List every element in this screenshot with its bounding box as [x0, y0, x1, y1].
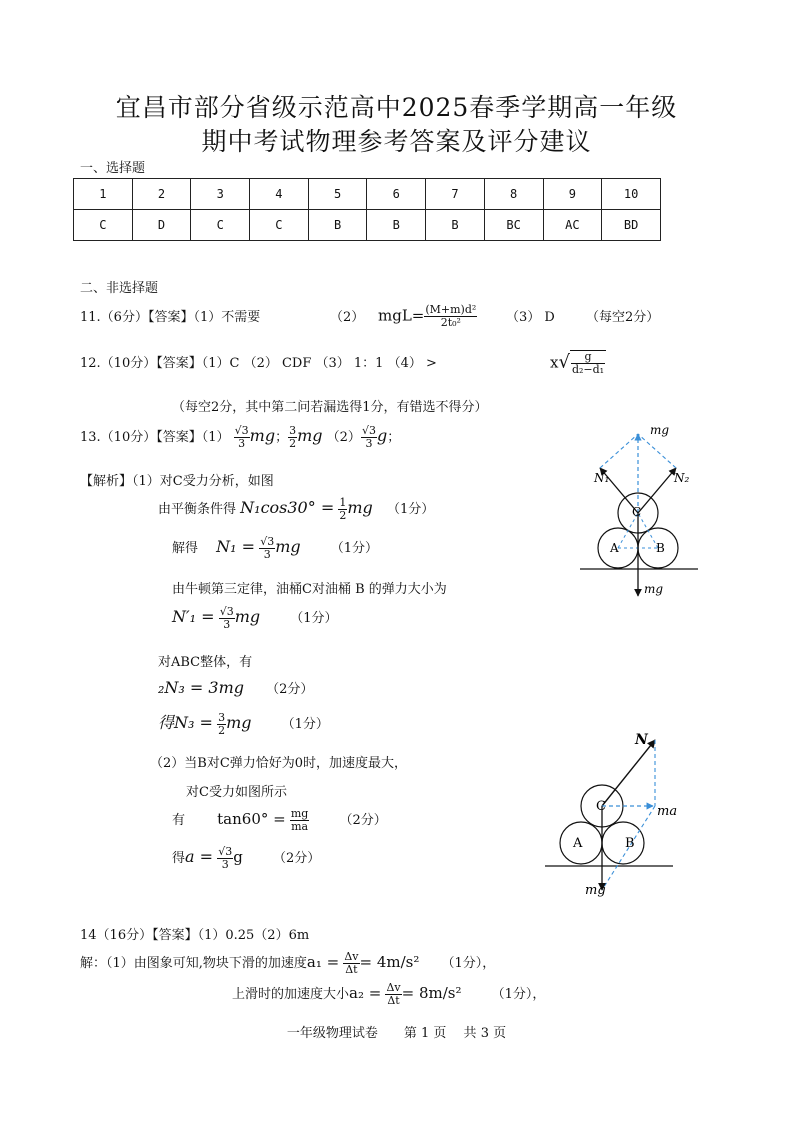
score-points: （1分）: [281, 717, 329, 732]
c-label: C: [596, 799, 606, 814]
answer-cell: BC: [484, 210, 543, 241]
eq-unit: mg: [275, 537, 301, 556]
eq-prefix: 解得: [172, 541, 199, 556]
eq-fraction: [259, 536, 275, 561]
answer-cell: B: [426, 210, 485, 241]
eq-unit: g: [233, 848, 243, 866]
q13-answer1-fraction: [234, 425, 250, 450]
fraction-numerator: √3: [218, 845, 233, 858]
q12-formula-x: x: [550, 353, 559, 372]
answer-cell: B: [308, 210, 367, 241]
parallelogram-edge: [638, 434, 676, 468]
answer-table: [73, 178, 661, 241]
eq-fraction: [343, 951, 359, 976]
question-number: 6: [367, 179, 426, 210]
equation: N′₁ =: [172, 607, 215, 626]
fraction-numerator: mg: [290, 807, 309, 820]
q13-eq2-line: [172, 536, 378, 561]
answer-cell: BD: [602, 210, 661, 241]
fraction-denominator: 3: [223, 618, 231, 631]
eq-prefix: 由平衡条件得: [158, 502, 237, 517]
question-number: 10: [602, 179, 661, 210]
q11-formula: [378, 304, 477, 329]
q14-line1: [80, 951, 495, 976]
q11-fraction: [424, 304, 477, 329]
eq-fraction: [217, 846, 233, 871]
question-number: 1: [74, 179, 133, 210]
fraction-denominator: 3: [221, 858, 229, 871]
q14-answer-head: 14（16分）【答案】（1）0.25（2）6m: [80, 928, 310, 943]
q13-answer-head: [80, 425, 400, 450]
page-footer: 一年级物理试卷 第 1 页 共 3 页: [286, 1026, 507, 1041]
answer-unit: mg: [249, 426, 276, 445]
fraction-denominator: 2: [339, 509, 347, 522]
a-label: A: [573, 836, 583, 851]
q13-eq7-line: [172, 846, 320, 871]
answer-unit: mg: [297, 426, 323, 445]
question-number: 7: [426, 179, 485, 210]
eq-unit: mg: [234, 607, 261, 626]
eq-unit: mg: [347, 498, 373, 517]
answer-cell: C: [250, 210, 309, 241]
fraction-numerator: Δv: [344, 950, 359, 963]
force-diagram-1: [580, 420, 710, 600]
q13-eq5-line: [158, 710, 329, 737]
equation-result: = 8m/s²: [401, 984, 462, 1002]
answer-cell: C: [191, 210, 250, 241]
a-label: A: [610, 541, 619, 555]
b-label: B: [656, 541, 665, 555]
question-number: 2: [132, 179, 191, 210]
q12-score-note: （每空2分，其中第二问若漏选得1分，有错选不得分）: [172, 400, 488, 415]
score-points: （1分），: [491, 987, 546, 1002]
document-title-line-2: 期中考试物理参考答案及评分建议: [201, 127, 592, 156]
equation: ₂N₃ = 3mg: [158, 678, 244, 697]
q12-fraction: [571, 351, 605, 376]
q13-head-label: 13.（10分）【答案】（1）: [80, 430, 230, 445]
n1-label: N₁: [594, 471, 610, 485]
answer-table-answer-row: [74, 210, 661, 241]
fraction-numerator: Δv: [386, 981, 401, 994]
fraction-denominator: 3: [238, 437, 246, 450]
fraction-numerator: 3: [218, 711, 226, 724]
n-label: N: [635, 732, 648, 748]
fraction-denominator: 2: [218, 724, 226, 737]
q13-eq6-line: [172, 808, 387, 833]
part2-label: （2）: [326, 430, 361, 445]
b-label: B: [625, 836, 635, 851]
q11-fraction-denominator: 2t₀²: [440, 316, 461, 329]
q13-answer3-fraction: [361, 425, 377, 450]
q13-eq3-line: [172, 606, 338, 631]
q11-answer-head: 11.（6分）【答案】（1）不需要: [80, 310, 261, 325]
equation: N₁ =: [216, 537, 256, 556]
score-points: （1分）: [330, 541, 379, 556]
answer-unit: g: [376, 426, 388, 445]
equation-result: = 4m/s²: [359, 953, 420, 971]
eq-fraction: [219, 606, 235, 631]
equation: N₁cos30° =: [240, 498, 335, 517]
q12-fraction-denominator: d₂−d₁: [571, 363, 605, 376]
q14-line2-text: 上滑时的加速度大小: [232, 987, 350, 1002]
q13-eq1-line: [158, 497, 434, 522]
answer-cell: AC: [543, 210, 602, 241]
equation: a₁ =: [306, 953, 340, 971]
q11-fraction-numerator: (M+m)d²: [425, 303, 477, 316]
eq-fraction: [290, 808, 309, 833]
score-points: （1分），: [441, 956, 496, 971]
q12-fraction-numerator: g: [571, 351, 605, 364]
answer-table-number-row: [74, 179, 661, 210]
separator: ；: [275, 430, 289, 445]
mg-bottom-label: mg: [644, 582, 664, 596]
mg-top-label: mg: [650, 423, 670, 437]
q11-part3: （3） D: [506, 310, 555, 325]
fraction-numerator: √3: [361, 424, 376, 437]
q12-answer-head: 12.（10分）【答案】（1）C （2） CDF （3） 1：1 （4） >: [80, 356, 437, 371]
section-heading-non-choice: 二、非选择题: [80, 281, 159, 296]
barrel-b: [602, 822, 644, 864]
q13-analysis-intro: 【解析】（1）对C受力分析，如图: [80, 474, 274, 489]
n2-label: N₂: [674, 471, 690, 485]
fraction-denominator: Δt: [387, 994, 400, 1007]
q13-part2-text: （2）当B对C弹力恰好为0时，加速度最大，: [150, 756, 408, 771]
equation: a =: [185, 847, 214, 866]
eq-prefix: 得: [172, 851, 186, 866]
answer-cell: B: [367, 210, 426, 241]
q14-line2: [232, 982, 545, 1007]
equation: 得N₃ =: [158, 713, 213, 732]
document-title-line-1: 宜昌市部分省级示范高中2025春季学期高一年级: [115, 93, 678, 122]
equation: a₂ =: [349, 984, 382, 1002]
normal-force-arrow: [602, 740, 655, 806]
separator: ；: [387, 430, 401, 445]
c-label: C: [632, 505, 642, 519]
q13-answer2-fraction: [288, 425, 297, 450]
question-number: 3: [191, 179, 250, 210]
eq-prefix: 有: [172, 813, 186, 828]
question-number: 4: [250, 179, 309, 210]
mg-label: mg: [585, 883, 606, 898]
answer-cell: D: [132, 210, 191, 241]
parallelogram-edge: [600, 434, 638, 468]
q11-part2-label: （2）: [330, 310, 365, 325]
eq-fraction: [385, 982, 401, 1007]
ma-label: ma: [657, 804, 678, 819]
question-number: 8: [484, 179, 543, 210]
score-points: （2分）: [266, 682, 314, 697]
q12-formula: x√ $\frac{g}{\text{d₂−d₁}}$: [550, 350, 605, 376]
eq-fraction: [217, 712, 226, 737]
fraction-denominator: 3: [263, 548, 271, 561]
q14-line1-text: 解：（1）由图象可知,物块下滑的加速度: [80, 956, 307, 971]
q11-formula-lhs: mgL=: [378, 306, 425, 325]
question-number: 9: [543, 179, 602, 210]
score-points: （2分）: [272, 851, 321, 866]
fraction-numerator: 1: [339, 496, 347, 509]
score-points: （1分）: [290, 611, 338, 626]
fraction-numerator: 3: [289, 424, 297, 437]
fraction-denominator: 3: [365, 437, 373, 450]
fraction-numerator: √3: [260, 535, 275, 548]
eq-unit: mg: [226, 713, 252, 732]
section-heading-multiple-choice: 一、选择题: [80, 161, 146, 176]
q11-score-note: （每空2分）: [586, 310, 660, 325]
answer-cell: C: [74, 210, 133, 241]
q13-part2-force-text: 对C受力如图所示: [186, 785, 287, 800]
score-points: （1分）: [386, 502, 435, 517]
question-number: 5: [308, 179, 367, 210]
fraction-denominator: 2: [289, 437, 297, 450]
q13-eq4-line: [158, 678, 313, 697]
fraction-denominator: Δt: [345, 963, 358, 976]
fraction-numerator: √3: [234, 424, 249, 437]
fraction-denominator: ma: [291, 820, 309, 833]
equation: tan60° =: [217, 810, 286, 828]
fraction-numerator: √3: [219, 605, 234, 618]
q13-whole-system-text: 对ABC整体，有: [158, 655, 253, 670]
force-diagram-2: [545, 730, 685, 900]
q13-newton-text: 由牛顿第三定律，油桶C对油桶 B 的弹力大小为: [172, 582, 447, 597]
score-points: （2分）: [339, 813, 387, 828]
